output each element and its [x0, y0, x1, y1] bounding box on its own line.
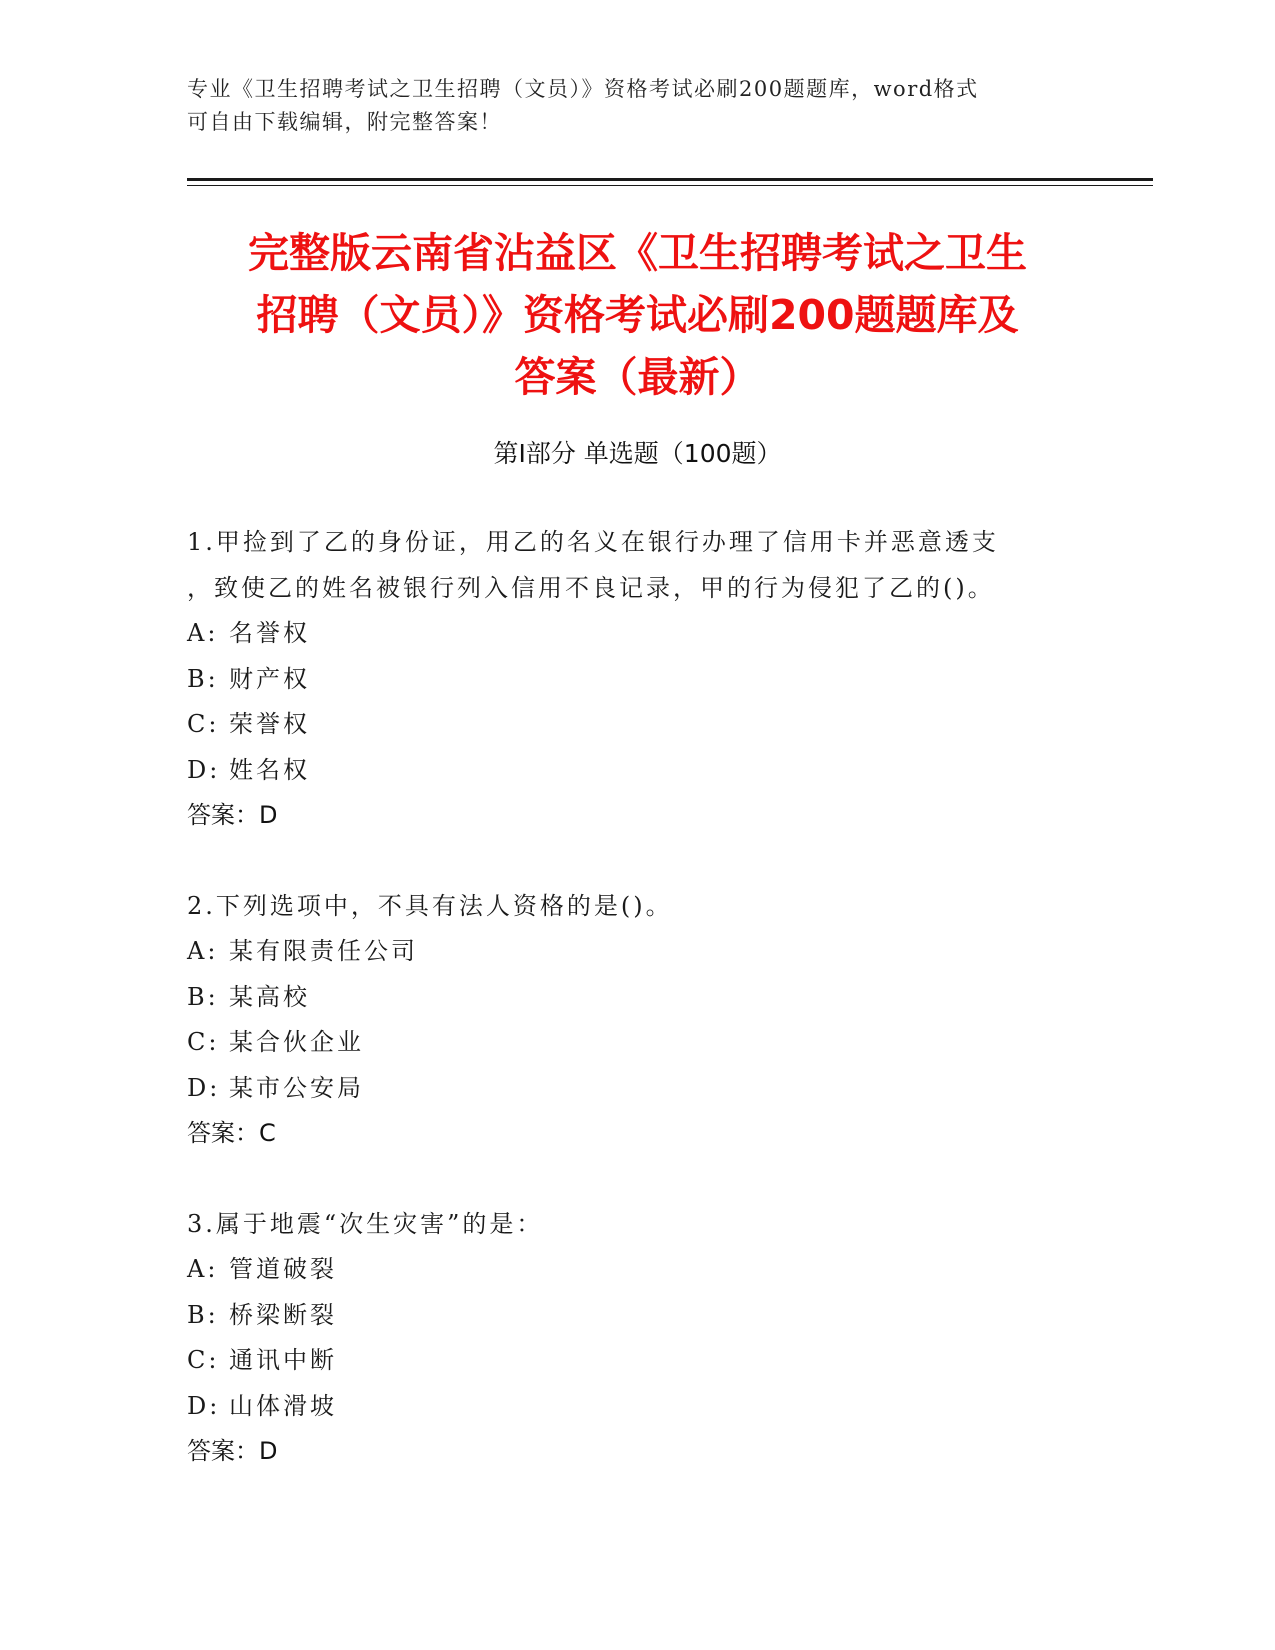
option-label: D:: [187, 1073, 221, 1102]
section-heading: 第Ⅰ部分 单选题（100题）: [493, 439, 782, 468]
question-item: [187, 1202, 1087, 1475]
question-stem-line: 3.属于地震“次生灾害”的是：: [187, 1209, 544, 1238]
option-label: C:: [187, 1028, 220, 1056]
question-stem-line: 1.甲捡到了乙的身份证，用乙的名义在银行办理了信用卡并恶意透支: [187, 528, 999, 556]
option-label: D:: [187, 1391, 221, 1420]
question-list: [187, 520, 1087, 1475]
option-label: B:: [187, 1300, 219, 1329]
question-stem-line: ，致使乙的姓名被银行列入信用不良记录，甲的行为侵犯了乙的()。: [187, 573, 995, 602]
option-label: B:: [187, 664, 219, 693]
option-a: [187, 1247, 1087, 1293]
option-text: 某高校: [229, 982, 310, 1011]
option-b: [187, 1293, 1087, 1339]
answer-line: 答案：D: [187, 1437, 278, 1465]
question-item: [187, 884, 1087, 1157]
option-label: B:: [187, 982, 219, 1011]
option-text: 财产权: [229, 664, 310, 693]
option-d: [187, 1384, 1087, 1430]
header-divider-thin: [187, 185, 1153, 186]
question-item: [187, 520, 1087, 839]
option-b: [187, 657, 1087, 703]
option-b: [187, 975, 1087, 1021]
title-line: 答案（最新）: [514, 353, 761, 401]
option-c: [187, 1020, 1087, 1066]
header-divider-thick: [187, 178, 1153, 181]
option-label: C:: [187, 1346, 220, 1374]
intro-text: [187, 73, 1067, 139]
option-label: C:: [187, 710, 220, 738]
question-spacer: [187, 1157, 1087, 1202]
title-line: 完整版云南省沾益区《卫生招聘考试之卫生: [248, 229, 1027, 277]
title-line: 招聘（文员）》资格考试必刷200题题库及: [256, 291, 1019, 339]
option-text: 某有限责任公司: [229, 937, 418, 965]
option-label: D:: [187, 755, 221, 784]
answer-line: 答案：C: [187, 1119, 276, 1147]
option-c: [187, 1338, 1087, 1384]
option-label: A:: [187, 619, 219, 647]
option-c: [187, 702, 1087, 748]
option-text: 名誉权: [229, 619, 310, 647]
intro-line: 专业《卫生招聘考试之卫生招聘（文员）》资格考试必刷200题题库，word格式: [187, 77, 979, 101]
option-text: 某市公安局: [229, 1073, 364, 1102]
option-text: 桥梁断裂: [229, 1300, 337, 1329]
option-d: [187, 748, 1087, 794]
intro-line: 可自由下载编辑，附完整答案！: [187, 110, 502, 134]
option-text: 山体滑坡: [229, 1391, 337, 1420]
option-text: 通讯中断: [229, 1346, 337, 1374]
answer-line: 答案：D: [187, 801, 278, 829]
document-title: [160, 222, 1115, 408]
option-text: 某合伙企业: [229, 1028, 364, 1056]
option-text: 荣誉权: [229, 710, 310, 738]
question-stem-line: 2.下列选项中，不具有法人资格的是()。: [187, 891, 673, 920]
option-a: [187, 929, 1087, 975]
option-text: 管道破裂: [229, 1255, 337, 1283]
option-a: [187, 611, 1087, 657]
option-label: A:: [187, 1255, 219, 1283]
option-text: 姓名权: [229, 755, 310, 784]
option-label: A:: [187, 937, 219, 965]
question-spacer: [187, 839, 1087, 884]
option-d: [187, 1066, 1087, 1112]
